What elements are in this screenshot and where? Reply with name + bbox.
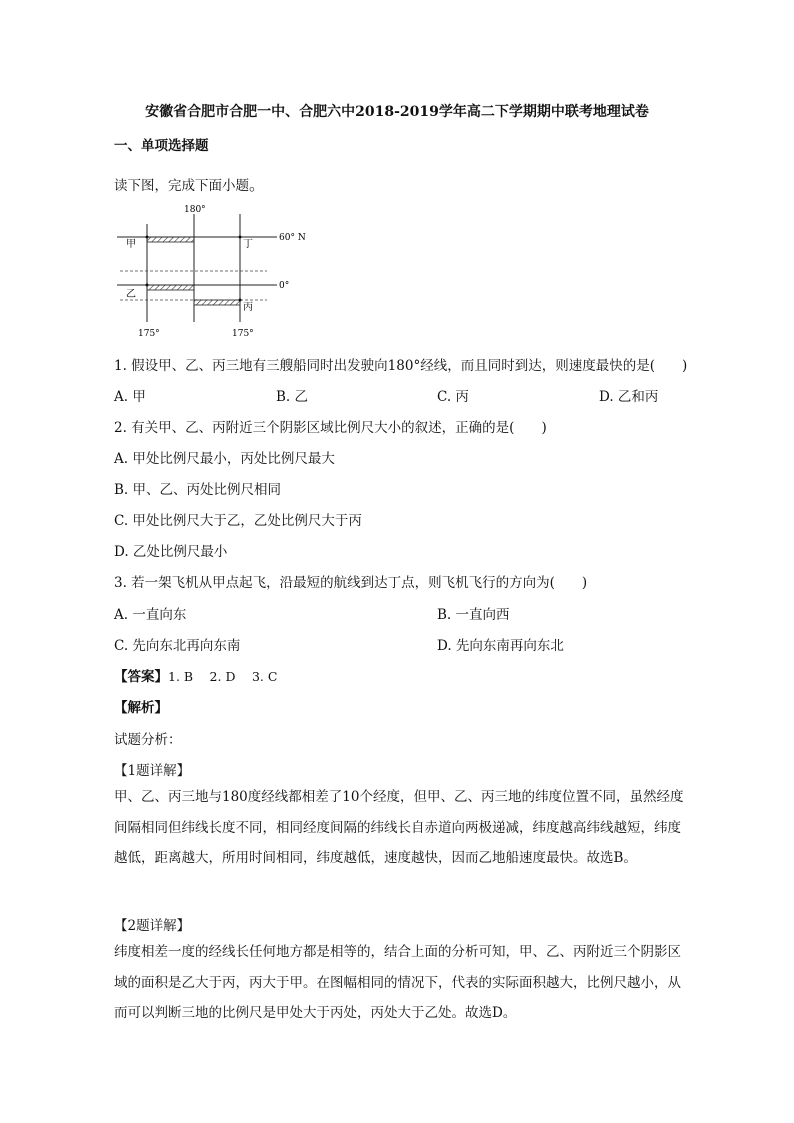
analysis-label: 【解析】 [114,700,168,716]
latitude-longitude-figure [112,202,312,344]
question-1-option-a[interactable]: A. 甲 [114,389,146,405]
label-bing: 丙 [243,302,253,313]
question-2-option-a[interactable]: A. 甲处比例尺最小，丙处比例尺最大 [114,451,335,467]
point-ding [239,236,242,239]
page-title: 安徽省合肥市合肥一中、合肥六中2018-2019学年高二下学期期中联考地理试卷 [145,104,649,120]
question-1-option-d[interactable]: D. 乙和丙 [599,389,659,405]
question-2-stem: 2. 有关甲、乙、丙附近三个阴影区域比例尺大小的叙述，正确的是( ) [114,420,547,436]
question-3-option-b[interactable]: B. 一直向西 [437,607,510,623]
label-175-left: 175° [138,329,160,339]
question-3-option-d[interactable]: D. 先向东南再向东北 [437,638,564,654]
answer-line [114,665,277,685]
question-2-option-d[interactable]: D. 乙处比例尺最小 [114,544,228,560]
question-1-option-b[interactable]: B. 乙 [276,389,309,405]
detail-1-label: 【1题详解】 [114,763,191,779]
label-yi: 乙 [126,289,136,300]
shaded-region-yi [147,285,194,290]
question-3-stem: 3. 若一架飞机从甲点起飞，沿最短的航线到达丁点，则飞机飞行的方向为( ) [114,575,588,591]
question-3-option-a[interactable]: A. 一直向东 [114,607,187,623]
question-2-option-b[interactable]: B. 甲、乙、丙处比例尺相同 [114,482,282,498]
analysis-intro: 试题分析： [114,732,182,748]
label-jia: 甲 [126,239,136,250]
question-3-option-c[interactable]: C. 先向东北再向东南 [114,638,241,654]
intro-text-content: 读下图，完成下面小题 [114,178,249,194]
point-yi [146,284,149,287]
section-heading: 一、单项选择题 [114,138,209,154]
question-1-stem: 1. 假设甲、乙、丙三地有三艘船同时出发驶向180°经线，而且同时到达，则速度最快的是( ) [114,358,688,374]
point-jia [146,236,149,239]
shaded-region-jia [147,237,194,242]
label-ding: 丁 [243,239,253,250]
shaded-region-bing [194,300,240,305]
point-bing [239,299,242,302]
detail-1-text: 甲、乙、丙三地与180度经线都相差了10个经度，但甲、乙、丙三地的纬度位置不同，虽然经度间隔相同但纬线长度不同，相同经度间隔的纬线长自赤道向两极递减，纬度越高纬线越短，纬度越低，距离越大，所用时间相同，纬度越低，速度越快，因而乙地船速度最快。故选B。 [114,789,684,866]
label-180: 180° [184,205,206,215]
intro-period: 。 [249,175,266,194]
detail-2-text: 纬度相差一度的经线长任何地方都是相等的，结合上面的分析可知，甲、乙、丙附近三个阴影区域的面积是乙大于丙，丙大于甲。在图幅相同的情况下，代表的实际面积越大，比例尺越小，从而可以判断三地的比例尺是甲处大于丙处，丙处大于乙处。故选D。 [114,944,681,1021]
label-175-right: 175° [232,329,254,339]
intro-text [114,172,265,195]
label-0: 0° [279,281,290,291]
detail-2-label: 【2题详解】 [114,918,191,934]
answer-text: 1. B 2. D 3. C [168,669,278,684]
question-1-option-c[interactable]: C. 丙 [437,389,469,405]
answer-label: 【答案】 [114,669,168,685]
question-2-option-c[interactable]: C. 甲处比例尺大于乙，乙处比例尺大于丙 [114,513,362,529]
label-60n: 60° N [279,233,306,243]
